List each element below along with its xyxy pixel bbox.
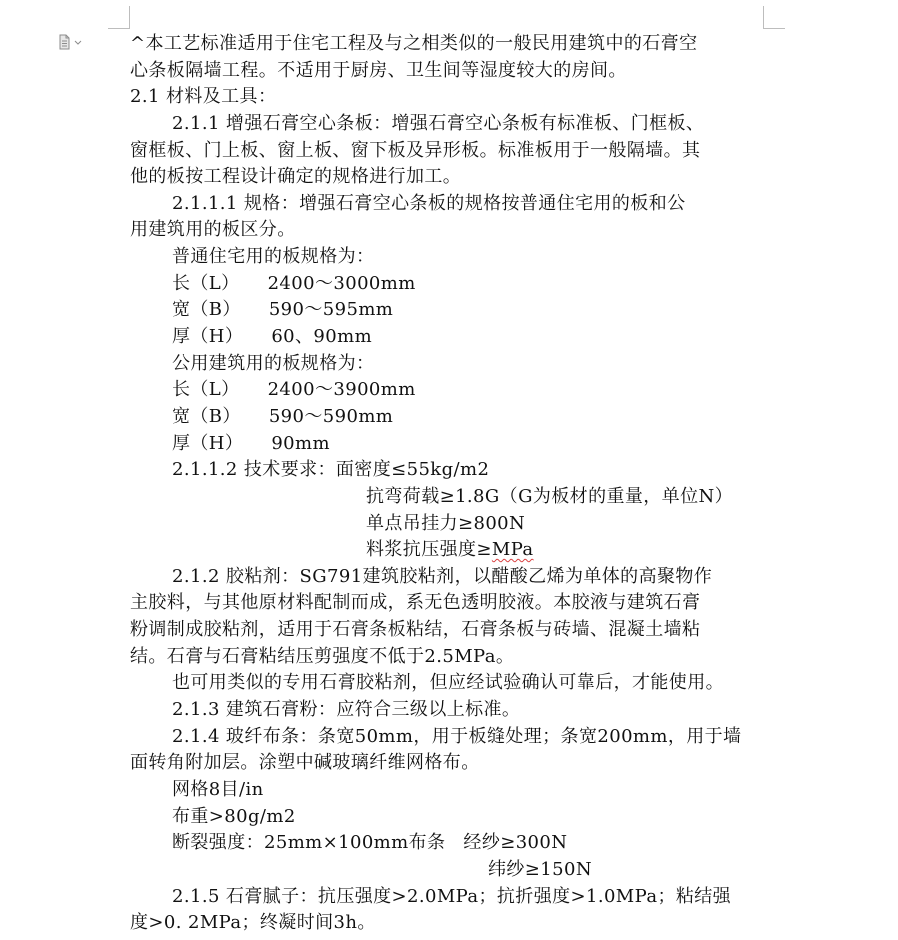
tech-heading: 2.1.1.2 技术要求： [172, 459, 336, 481]
residential-spec-thickness [130, 324, 770, 351]
para-2-1-2-line-2: 主胶料，与其他原材料配制而成，系无色透明胶液。本胶液与建筑石膏 [130, 592, 701, 614]
crop-mark-left-horizontal [108, 28, 130, 29]
intro-line-1: ^本工艺标准适用于住宅工程及与之相类似的一般民用建筑中的石膏空 [130, 33, 698, 54]
intro-line-2: 心条板隔墙工程。不适用于厨房、卫生间等湿度较大的房间。 [130, 59, 627, 81]
section-heading-2-1: 2.1 材料及工具： [130, 86, 277, 108]
document-body [130, 31, 770, 937]
para-2-1-5-line-1: 2.1.5 石膏腻子：抗压强度>2.0MPa；抗折强度>1.0MPa；粘结强 [172, 885, 732, 907]
mesh-strength-label: 断裂强度：25mm×100mm布条 [172, 832, 446, 854]
crop-mark-left-vertical [129, 6, 130, 28]
tech-item: 抗弯荷载≥1.8G（G为板材的重量，单位N） [366, 485, 734, 507]
spec-value: 2400～3000mm [267, 272, 416, 294]
para-2-1-2-line-3: 粉调制成胶粘剂，适用于石膏条板粘结，石膏条板与砖墙、混凝土墙粘 [130, 619, 701, 641]
spec-label: 厚（H） [172, 432, 244, 454]
spec-value: 590～590mm [268, 405, 394, 427]
spec-label: 宽（B） [172, 299, 241, 321]
spec-value: 590～595mm [268, 299, 394, 321]
document-icon[interactable] [58, 34, 84, 50]
spec-value: 90mm [271, 432, 330, 454]
mesh-warp: 经纱≥300N [463, 832, 568, 854]
mesh-strength [130, 830, 770, 857]
para-2-1-2-line-1: 2.1.2 胶粘剂：SG791建筑胶粘剂，以醋酸乙烯为单体的高聚物作 [172, 565, 713, 587]
tech-item-text: 料浆抗压强度≥ [366, 539, 492, 561]
spellcheck-word[interactable]: MPa [491, 539, 534, 561]
para-2-1-1-1-line-2: 用建筑用的板区分。 [130, 219, 296, 241]
spec-label: 厚（H） [172, 326, 244, 348]
public-spec-length [130, 377, 770, 404]
tech-requirements-line-1 [130, 457, 770, 484]
para-2-1-1-line-1: 2.1.1 增强石膏空心条板：增强石膏空心条板有标准板、门框板、 [172, 112, 705, 134]
mesh-weft: 纬纱≥150N [488, 858, 592, 880]
para-2-1-1-line-3: 他的板按工程设计确定的规格进行加工。 [130, 166, 462, 188]
spec-value: 2400～3900mm [267, 379, 416, 401]
para-2-1-3: 2.1.3 建筑石膏粉：应符合三级以上标准。 [172, 699, 521, 721]
spec-label: 长（L） [172, 272, 240, 294]
tech-item [130, 537, 770, 564]
para-2-1-1-1-line-1: 2.1.1.1 规格：增强石膏空心条板的规格按普通住宅用的板和公 [172, 192, 686, 214]
residential-spec-width [130, 297, 770, 324]
spec-label: 宽（B） [172, 405, 241, 427]
para-2-1-4-line-1: 2.1.4 玻纤布条：条宽50mm，用于板缝处理；条宽200mm，用于墙 [172, 725, 742, 747]
tech-item: 单点吊挂力≥800N [366, 512, 526, 534]
para-alternative: 也可用类似的专用石膏胶粘剂，但应经试验确认可靠后，才能使用。 [172, 672, 724, 694]
public-spec-thickness [130, 431, 770, 458]
para-2-1-4-line-2: 面转角附加层。涂塑中碱玻璃纤维网格布。 [130, 752, 480, 774]
para-2-1-1-line-2: 窗框板、门上板、窗上板、窗下板及异形板。标准板用于一般隔墙。其 [130, 139, 701, 161]
public-spec-width [130, 404, 770, 431]
crop-mark-right-vertical [763, 6, 764, 28]
mesh-grid: 网格8目/in [172, 778, 264, 800]
para-2-1-2-line-4: 结。石膏与石膏粘结压剪强度不低于2.5MPa。 [130, 645, 515, 667]
crop-mark-right-horizontal [763, 28, 785, 29]
public-spec-title: 公用建筑用的板规格为： [172, 352, 375, 374]
spec-value: 60、90mm [271, 326, 373, 348]
para-2-1-5-line-2: 度>0. 2MPa；终凝时间3h。 [130, 912, 376, 934]
spec-label: 长（L） [172, 379, 240, 401]
mesh-weight: 布重>80g/m2 [172, 805, 296, 827]
residential-spec-length [130, 271, 770, 298]
residential-spec-title: 普通住宅用的板规格为： [172, 246, 375, 268]
tech-item: 面密度≤55kg/m2 [335, 459, 490, 481]
